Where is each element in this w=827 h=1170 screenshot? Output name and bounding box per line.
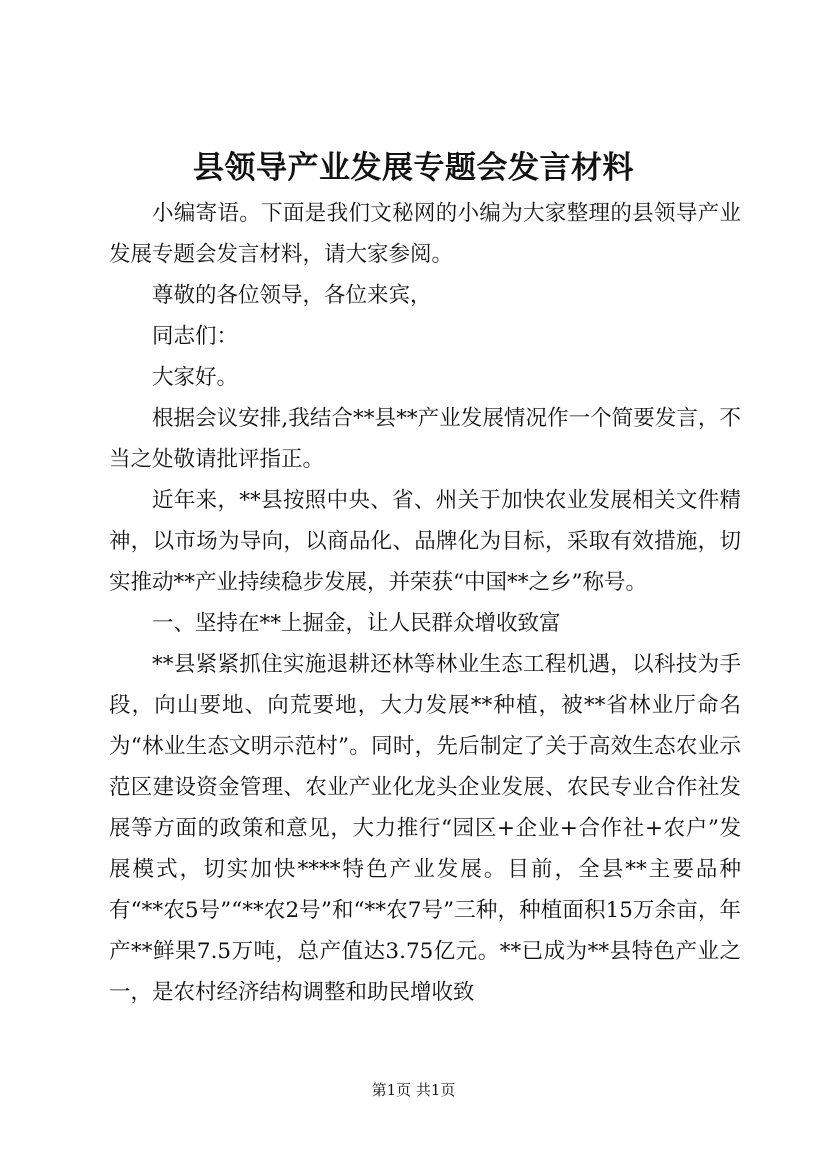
paragraph-recent-years: 近年来，**县按照中央、省、州关于加快农业发展相关文件精神，以市场为导向，以商品化、品牌化为目标，采取有效措施，切实推动**产业持续稳步发展，并荣获“中国**之乡”称号。 (109, 488, 741, 595)
paragraph-greeting: 大家好。 (152, 365, 239, 390)
document-body (109, 193, 741, 1013)
paragraph-section-1-body: **县紧紧抓住实施退耕还林等林业生态工程机遇，以科技为手段，向山要地、向荒要地，大力发展**种植，被**省林业厅命名为“林业生态文明示范村”。同时，先后制定了关于高效生态农业示范区建设资金管理、农业产业化龙头企业发展、农民专业合作社发展等方面的政策和意见，大力推行“园区+企业+合作社+农户”发展模式，切实加快****特色产业发展。目前，全县**主要品种有“**农5号”“**农2号”和“**农7号”三种，种植面积15万余亩，年产**鲜果7.5万吨，总产值达3.75亿元。**已成为**县特色产业之一，是农村经济结构调整和助民增收致 (109, 652, 741, 1005)
page-footer: 第1页 共1页 (371, 1081, 456, 1099)
section-heading-1: 一、坚持在**上掘金，让人民群众增收致富 (152, 611, 561, 636)
paragraph-comrades: 同志们： (152, 324, 239, 349)
paragraph-salutation: 尊敬的各位领导，各位来宾， (152, 283, 432, 308)
document-title: 县领导产业发展专题会发言材料 (193, 150, 634, 186)
paragraph-intro: 小编寄语。下面是我们文秘网的小编为大家整理的县领导产业发展专题会发言材料，请大家参阅。 (109, 201, 741, 267)
paragraph-opening: 根据会议安排,我结合**县**产业发展情况作一个简要发言，不当之处敬请批评指正。 (109, 406, 741, 472)
